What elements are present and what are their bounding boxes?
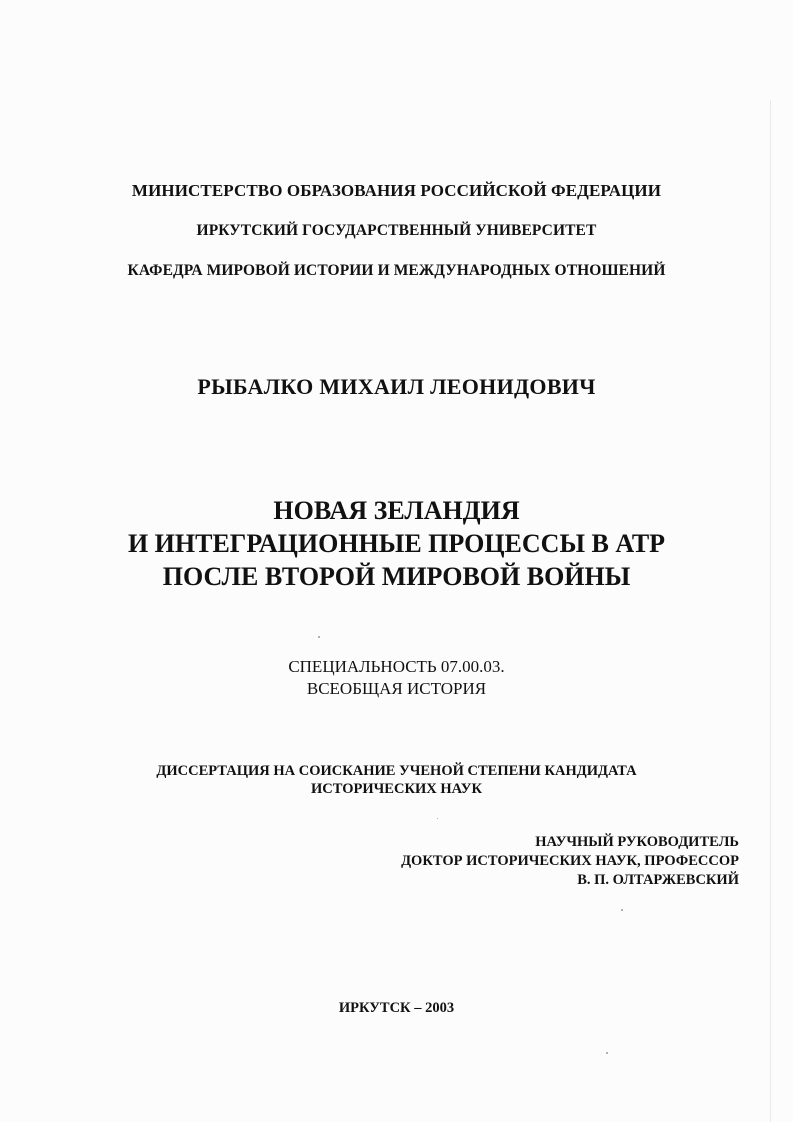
- supervisor-role: НАУЧНЫЙ РУКОВОДИТЕЛЬ: [535, 834, 739, 850]
- specialty-code: СПЕЦИАЛЬНОСТЬ 07.00.03.: [288, 657, 505, 676]
- scan-speck: [437, 818, 438, 819]
- supervisor-degree: ДОКТОР ИСТОРИЧЕСКИХ НАУК, ПРОФЕССОР: [401, 853, 739, 869]
- scan-speck: [606, 1052, 608, 1054]
- city-year: ИРКУТСК – 2003: [338, 1000, 455, 1016]
- title-line-2: И ИНТЕГРАЦИОННЫЕ ПРОЦЕССЫ В АТР: [127, 529, 666, 558]
- supervisor-name: В. П. ОЛТАРЖЕВСКИЙ: [577, 872, 739, 888]
- title-line-3: ПОСЛЕ ВТОРОЙ МИРОВОЙ ВОЙНЫ: [162, 562, 631, 591]
- university-heading: ИРКУТСКИЙ ГОСУДАРСТВЕННЫЙ УНИВЕРСИТЕТ: [196, 222, 597, 239]
- supervisor: [401, 833, 739, 890]
- degree-statement: [0, 762, 793, 798]
- degree-line-1: ДИССЕРТАЦИЯ НА СОИСКАНИЕ УЧЕНОЙ СТЕПЕНИ КАНДИДАТА: [156, 763, 637, 779]
- title-line-1: НОВАЯ ЗЕЛАНДИЯ: [273, 496, 520, 525]
- scan-edge-line: [770, 100, 771, 1122]
- degree-line-2: ИСТОРИЧЕСКИХ НАУК: [311, 781, 482, 797]
- ministry-heading: МИНИСТЕРСТВО ОБРАЗОВАНИЯ РОССИЙСКОЙ ФЕДЕРАЦИИ: [131, 181, 662, 200]
- specialty-name: ВСЕОБЩАЯ ИСТОРИЯ: [306, 679, 487, 698]
- scan-speck: [318, 636, 320, 638]
- scan-speck: [621, 909, 623, 911]
- dissertation-title: [0, 494, 793, 593]
- author-name: РЫБАЛКО МИХАИЛ ЛЕОНИДОВИЧ: [197, 374, 596, 399]
- specialty: [0, 656, 793, 700]
- department-heading: КАФЕДРА МИРОВОЙ ИСТОРИИ И МЕЖДУНАРОДНЫХ ОТНОШЕНИЙ: [127, 262, 666, 279]
